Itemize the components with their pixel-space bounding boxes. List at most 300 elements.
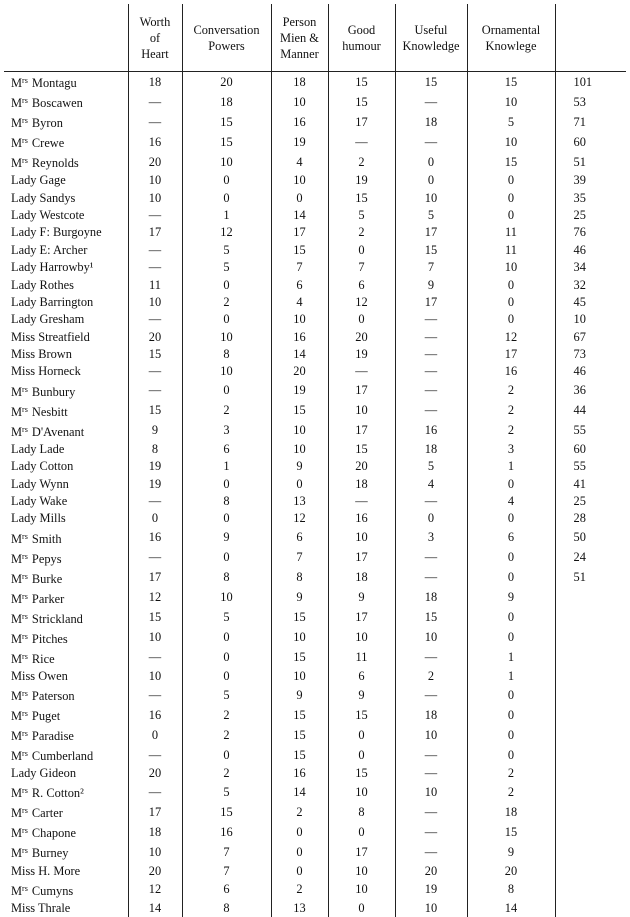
- cell-person-mien-manner: 13: [271, 900, 328, 917]
- table-row: [4, 475, 626, 492]
- cell-good-humour: 15: [328, 765, 395, 782]
- cell-useful-knowledge: 4: [395, 475, 467, 492]
- person-name: D'Avenant: [32, 425, 84, 439]
- person-name: Bunbury: [32, 385, 75, 399]
- cell-conversation-powers: 7: [182, 862, 271, 879]
- table-row: [4, 493, 626, 510]
- person-name: Lady Harrowby¹: [11, 260, 94, 274]
- cell-conversation-powers: 10: [182, 363, 271, 380]
- cell-name: [4, 608, 128, 628]
- cell-worth-of-heart: —: [128, 648, 182, 668]
- cell-ornamental-knowlege: 16: [467, 363, 555, 380]
- cell-name: [4, 765, 128, 782]
- person-name: Paradise: [32, 729, 74, 743]
- honorific: M: [11, 425, 22, 439]
- cell-name: [4, 725, 128, 745]
- cell-conversation-powers: 5: [182, 242, 271, 259]
- cell-useful-knowledge: 10: [395, 900, 467, 917]
- cell-name: [4, 880, 128, 900]
- cell-useful-knowledge: 18: [395, 588, 467, 608]
- cell-total: 10: [555, 311, 626, 328]
- cell-worth-of-heart: —: [128, 685, 182, 705]
- person-name: Montagu: [32, 76, 77, 90]
- cell-conversation-powers: 5: [182, 608, 271, 628]
- cell-name: [4, 329, 128, 346]
- cell-good-humour: 5: [328, 207, 395, 224]
- cell-person-mien-manner: 10: [271, 311, 328, 328]
- cell-total: 39: [555, 172, 626, 189]
- honorific-superscript: rs: [22, 652, 28, 661]
- cell-name: [4, 862, 128, 879]
- cell-total: 28: [555, 510, 626, 527]
- cell-useful-knowledge: —: [395, 685, 467, 705]
- cell-useful-knowledge: 17: [395, 224, 467, 241]
- table-row: [4, 207, 626, 224]
- cell-useful-knowledge: 10: [395, 782, 467, 802]
- person-name: Boscawen: [32, 96, 83, 110]
- cell-total: [555, 822, 626, 842]
- honorific-superscript: rs: [22, 729, 28, 738]
- cell-good-humour: 12: [328, 294, 395, 311]
- cell-total: [555, 588, 626, 608]
- cell-name: [4, 92, 128, 112]
- table-row: [4, 528, 626, 548]
- cell-useful-knowledge: 5: [395, 207, 467, 224]
- table-row: [4, 92, 626, 112]
- table-row: [4, 441, 626, 458]
- honorific: M: [11, 652, 22, 666]
- cell-name: [4, 441, 128, 458]
- person-name: Lady E: Archer: [11, 243, 87, 257]
- cell-name: [4, 685, 128, 705]
- table-row: [4, 568, 626, 588]
- cell-person-mien-manner: 9: [271, 588, 328, 608]
- cell-conversation-powers: 2: [182, 725, 271, 745]
- cell-conversation-powers: 12: [182, 224, 271, 241]
- cell-worth-of-heart: —: [128, 548, 182, 568]
- cell-ornamental-knowlege: 5: [467, 112, 555, 132]
- table-row: [4, 72, 626, 93]
- cell-person-mien-manner: 4: [271, 294, 328, 311]
- person-name: Lady Lade: [11, 442, 64, 456]
- cell-useful-knowledge: —: [395, 493, 467, 510]
- cell-good-humour: 15: [328, 705, 395, 725]
- cell-name: [4, 259, 128, 276]
- cell-name: [4, 782, 128, 802]
- header-person-mien-manner: Person Mien & Manner: [271, 4, 328, 72]
- person-name: Parker: [32, 592, 64, 606]
- header-total: [555, 4, 626, 72]
- person-name: Lady Wake: [11, 494, 67, 508]
- cell-total: [555, 628, 626, 648]
- honorific-superscript: rs: [22, 405, 28, 414]
- cell-conversation-powers: 10: [182, 329, 271, 346]
- cell-total: [555, 862, 626, 879]
- cell-conversation-powers: 0: [182, 189, 271, 206]
- cell-conversation-powers: 0: [182, 510, 271, 527]
- honorific: M: [11, 552, 22, 566]
- cell-useful-knowledge: 10: [395, 189, 467, 206]
- cell-ornamental-knowlege: 15: [467, 822, 555, 842]
- cell-name: [4, 294, 128, 311]
- person-name: Carter: [32, 806, 63, 820]
- person-name: Lady Rothes: [11, 278, 74, 292]
- table-row: [4, 608, 626, 628]
- cell-total: 45: [555, 294, 626, 311]
- cell-ornamental-knowlege: 2: [467, 765, 555, 782]
- cell-person-mien-manner: 14: [271, 207, 328, 224]
- honorific: M: [11, 592, 22, 606]
- cell-total: [555, 900, 626, 917]
- honorific: M: [11, 76, 22, 90]
- cell-total: [555, 765, 626, 782]
- cell-person-mien-manner: 15: [271, 745, 328, 765]
- cell-person-mien-manner: 17: [271, 224, 328, 241]
- cell-worth-of-heart: 12: [128, 588, 182, 608]
- table-row: [4, 588, 626, 608]
- cell-worth-of-heart: —: [128, 363, 182, 380]
- cell-good-humour: 10: [328, 880, 395, 900]
- cell-good-humour: 7: [328, 259, 395, 276]
- cell-total: 32: [555, 276, 626, 293]
- cell-person-mien-manner: 15: [271, 401, 328, 421]
- person-name: Miss H. More: [11, 864, 80, 878]
- person-name: Crewe: [32, 136, 64, 150]
- cell-useful-knowledge: 20: [395, 862, 467, 879]
- cell-useful-knowledge: —: [395, 381, 467, 401]
- person-name: Chapone: [32, 826, 76, 840]
- cell-conversation-powers: 5: [182, 685, 271, 705]
- person-name: Nesbitt: [32, 405, 68, 419]
- cell-worth-of-heart: —: [128, 311, 182, 328]
- cell-person-mien-manner: 0: [271, 842, 328, 862]
- cell-name: [4, 668, 128, 685]
- cell-conversation-powers: 3: [182, 421, 271, 441]
- cell-useful-knowledge: —: [395, 568, 467, 588]
- cell-worth-of-heart: 20: [128, 329, 182, 346]
- honorific-superscript: rs: [22, 846, 28, 855]
- cell-worth-of-heart: 15: [128, 608, 182, 628]
- cell-person-mien-manner: 19: [271, 132, 328, 152]
- person-name: Lady Westcote: [11, 208, 84, 222]
- honorific: M: [11, 405, 22, 419]
- cell-good-humour: 10: [328, 782, 395, 802]
- cell-good-humour: 0: [328, 311, 395, 328]
- honorific-superscript: rs: [22, 425, 28, 434]
- cell-ornamental-knowlege: 8: [467, 880, 555, 900]
- honorific-superscript: rs: [22, 786, 28, 795]
- cell-worth-of-heart: 14: [128, 900, 182, 917]
- cell-person-mien-manner: 10: [271, 92, 328, 112]
- cell-useful-knowledge: —: [395, 363, 467, 380]
- cell-name: [4, 705, 128, 725]
- cell-worth-of-heart: 15: [128, 346, 182, 363]
- table-row: [4, 294, 626, 311]
- cell-conversation-powers: 16: [182, 822, 271, 842]
- cell-conversation-powers: 2: [182, 705, 271, 725]
- cell-ornamental-knowlege: 0: [467, 276, 555, 293]
- cell-useful-knowledge: 7: [395, 259, 467, 276]
- cell-good-humour: 0: [328, 900, 395, 917]
- cell-name: [4, 745, 128, 765]
- honorific-superscript: rs: [22, 136, 28, 145]
- cell-person-mien-manner: 15: [271, 242, 328, 259]
- cell-worth-of-heart: —: [128, 207, 182, 224]
- person-name: Byron: [32, 116, 63, 130]
- cell-ornamental-knowlege: 0: [467, 685, 555, 705]
- cell-person-mien-manner: 10: [271, 172, 328, 189]
- cell-conversation-powers: 10: [182, 588, 271, 608]
- honorific: M: [11, 884, 22, 898]
- cell-worth-of-heart: 10: [128, 842, 182, 862]
- cell-conversation-powers: 15: [182, 132, 271, 152]
- header-useful-knowledge: Useful Knowledge: [395, 4, 467, 72]
- cell-useful-knowledge: 10: [395, 628, 467, 648]
- cell-ornamental-knowlege: 2: [467, 782, 555, 802]
- cell-ornamental-knowlege: 15: [467, 152, 555, 172]
- table-row: [4, 152, 626, 172]
- cell-worth-of-heart: 17: [128, 802, 182, 822]
- table-row: [4, 648, 626, 668]
- table-row: [4, 668, 626, 685]
- honorific-superscript: rs: [22, 749, 28, 758]
- cell-ornamental-knowlege: 20: [467, 862, 555, 879]
- cell-good-humour: 17: [328, 548, 395, 568]
- cell-person-mien-manner: 13: [271, 493, 328, 510]
- cell-ornamental-knowlege: 9: [467, 842, 555, 862]
- person-name: R. Cotton²: [32, 786, 84, 800]
- cell-total: 55: [555, 421, 626, 441]
- scores-body: [4, 72, 626, 917]
- cell-worth-of-heart: 19: [128, 475, 182, 492]
- table-row: [4, 745, 626, 765]
- cell-name: [4, 628, 128, 648]
- cell-useful-knowledge: 18: [395, 112, 467, 132]
- cell-good-humour: 17: [328, 421, 395, 441]
- cell-name: [4, 842, 128, 862]
- cell-conversation-powers: 18: [182, 92, 271, 112]
- honorific: M: [11, 572, 22, 586]
- honorific-superscript: rs: [22, 884, 28, 893]
- person-name: Smith: [32, 532, 62, 546]
- person-name: Lady Wynn: [11, 477, 69, 491]
- cell-useful-knowledge: —: [395, 822, 467, 842]
- cell-conversation-powers: 0: [182, 311, 271, 328]
- header-ornamental-knowlege: Ornamental Knowlege: [467, 4, 555, 72]
- honorific-superscript: rs: [22, 826, 28, 835]
- cell-ornamental-knowlege: 4: [467, 493, 555, 510]
- cell-total: 53: [555, 92, 626, 112]
- cell-total: [555, 802, 626, 822]
- cell-person-mien-manner: 9: [271, 458, 328, 475]
- cell-total: 25: [555, 493, 626, 510]
- cell-person-mien-manner: 16: [271, 329, 328, 346]
- cell-good-humour: 15: [328, 441, 395, 458]
- cell-worth-of-heart: 18: [128, 822, 182, 842]
- person-name: Miss Streatfield: [11, 330, 90, 344]
- cell-name: [4, 72, 128, 93]
- cell-ornamental-knowlege: 10: [467, 259, 555, 276]
- person-name: Lady Mills: [11, 511, 66, 525]
- cell-good-humour: —: [328, 132, 395, 152]
- cell-useful-knowledge: 2: [395, 668, 467, 685]
- cell-person-mien-manner: 8: [271, 568, 328, 588]
- cell-name: [4, 189, 128, 206]
- cell-conversation-powers: 15: [182, 802, 271, 822]
- cell-conversation-powers: 8: [182, 900, 271, 917]
- cell-ornamental-knowlege: 1: [467, 668, 555, 685]
- cell-worth-of-heart: 18: [128, 72, 182, 93]
- person-name: Lady Barrington: [11, 295, 93, 309]
- cell-good-humour: 11: [328, 648, 395, 668]
- cell-conversation-powers: 2: [182, 401, 271, 421]
- cell-person-mien-manner: 20: [271, 363, 328, 380]
- cell-total: 60: [555, 441, 626, 458]
- cell-useful-knowledge: —: [395, 802, 467, 822]
- cell-ornamental-knowlege: 0: [467, 172, 555, 189]
- cell-good-humour: 10: [328, 401, 395, 421]
- cell-person-mien-manner: 10: [271, 668, 328, 685]
- cell-person-mien-manner: 6: [271, 528, 328, 548]
- table-row: [4, 822, 626, 842]
- cell-worth-of-heart: 20: [128, 765, 182, 782]
- cell-worth-of-heart: —: [128, 782, 182, 802]
- cell-ornamental-knowlege: 0: [467, 745, 555, 765]
- cell-conversation-powers: 1: [182, 207, 271, 224]
- cell-name: [4, 421, 128, 441]
- cell-worth-of-heart: 0: [128, 725, 182, 745]
- cell-name: [4, 510, 128, 527]
- cell-good-humour: 8: [328, 802, 395, 822]
- table-row: [4, 765, 626, 782]
- cell-good-humour: 19: [328, 172, 395, 189]
- cell-worth-of-heart: —: [128, 381, 182, 401]
- honorific: M: [11, 116, 22, 130]
- cell-person-mien-manner: 7: [271, 259, 328, 276]
- cell-worth-of-heart: 12: [128, 880, 182, 900]
- header-worth-of-heart: Worth of Heart: [128, 4, 182, 72]
- cell-good-humour: 18: [328, 568, 395, 588]
- cell-conversation-powers: 0: [182, 381, 271, 401]
- cell-good-humour: 10: [328, 528, 395, 548]
- cell-person-mien-manner: 14: [271, 346, 328, 363]
- table-row: [4, 329, 626, 346]
- table-row: [4, 346, 626, 363]
- cell-worth-of-heart: 9: [128, 421, 182, 441]
- cell-good-humour: 6: [328, 668, 395, 685]
- cell-worth-of-heart: 16: [128, 132, 182, 152]
- cell-useful-knowledge: —: [395, 311, 467, 328]
- table-row: [4, 548, 626, 568]
- cell-worth-of-heart: —: [128, 259, 182, 276]
- person-name: Pepys: [32, 552, 62, 566]
- table-row: [4, 381, 626, 401]
- cell-worth-of-heart: 17: [128, 568, 182, 588]
- cell-worth-of-heart: 10: [128, 294, 182, 311]
- cell-good-humour: 0: [328, 745, 395, 765]
- person-name: Miss Brown: [11, 347, 72, 361]
- cell-person-mien-manner: 19: [271, 381, 328, 401]
- cell-total: 51: [555, 568, 626, 588]
- cell-good-humour: 6: [328, 276, 395, 293]
- person-name: Lady Gideon: [11, 766, 76, 780]
- cell-useful-knowledge: —: [395, 745, 467, 765]
- scores-table: [4, 4, 626, 917]
- cell-worth-of-heart: 11: [128, 276, 182, 293]
- cell-name: [4, 568, 128, 588]
- person-name: Lady Sandys: [11, 191, 75, 205]
- cell-ornamental-knowlege: 0: [467, 475, 555, 492]
- cell-good-humour: 9: [328, 685, 395, 705]
- cell-conversation-powers: 0: [182, 475, 271, 492]
- cell-ornamental-knowlege: 15: [467, 72, 555, 93]
- cell-good-humour: —: [328, 493, 395, 510]
- cell-ornamental-knowlege: 0: [467, 725, 555, 745]
- cell-ornamental-knowlege: 1: [467, 458, 555, 475]
- cell-person-mien-manner: 10: [271, 628, 328, 648]
- person-name: Paterson: [32, 689, 75, 703]
- cell-ornamental-knowlege: 0: [467, 294, 555, 311]
- person-name: Cumberland: [32, 749, 93, 763]
- cell-good-humour: 17: [328, 112, 395, 132]
- cell-conversation-powers: 5: [182, 782, 271, 802]
- table-row: [4, 259, 626, 276]
- cell-name: [4, 311, 128, 328]
- cell-total: [555, 782, 626, 802]
- person-name: Rice: [32, 652, 55, 666]
- person-name: Burney: [32, 846, 68, 860]
- table-row: [4, 685, 626, 705]
- cell-total: 73: [555, 346, 626, 363]
- cell-worth-of-heart: 10: [128, 189, 182, 206]
- cell-total: 67: [555, 329, 626, 346]
- cell-useful-knowledge: —: [395, 648, 467, 668]
- cell-conversation-powers: 0: [182, 276, 271, 293]
- honorific: M: [11, 786, 22, 800]
- cell-good-humour: 19: [328, 346, 395, 363]
- honorific: M: [11, 729, 22, 743]
- cell-good-humour: —: [328, 363, 395, 380]
- person-name: Lady Gresham: [11, 312, 84, 326]
- honorific-superscript: rs: [22, 385, 28, 394]
- table-row: [4, 363, 626, 380]
- cell-person-mien-manner: 0: [271, 862, 328, 879]
- cell-person-mien-manner: 18: [271, 72, 328, 93]
- cell-good-humour: 2: [328, 224, 395, 241]
- table-row: [4, 842, 626, 862]
- cell-conversation-powers: 6: [182, 880, 271, 900]
- person-name: Lady F: Burgoyne: [11, 225, 102, 239]
- cell-ornamental-knowlege: 0: [467, 207, 555, 224]
- cell-total: [555, 880, 626, 900]
- cell-good-humour: 18: [328, 475, 395, 492]
- cell-worth-of-heart: 10: [128, 668, 182, 685]
- cell-ornamental-knowlege: 1: [467, 648, 555, 668]
- cell-conversation-powers: 6: [182, 441, 271, 458]
- table-row: [4, 900, 626, 917]
- person-name: Pitches: [32, 632, 68, 646]
- table-row: [4, 458, 626, 475]
- header-row: [4, 4, 626, 72]
- cell-total: 46: [555, 363, 626, 380]
- cell-useful-knowledge: —: [395, 401, 467, 421]
- cell-useful-knowledge: 3: [395, 528, 467, 548]
- cell-conversation-powers: 8: [182, 568, 271, 588]
- honorific-superscript: rs: [22, 156, 28, 165]
- cell-good-humour: 10: [328, 862, 395, 879]
- cell-name: [4, 528, 128, 548]
- cell-conversation-powers: 10: [182, 152, 271, 172]
